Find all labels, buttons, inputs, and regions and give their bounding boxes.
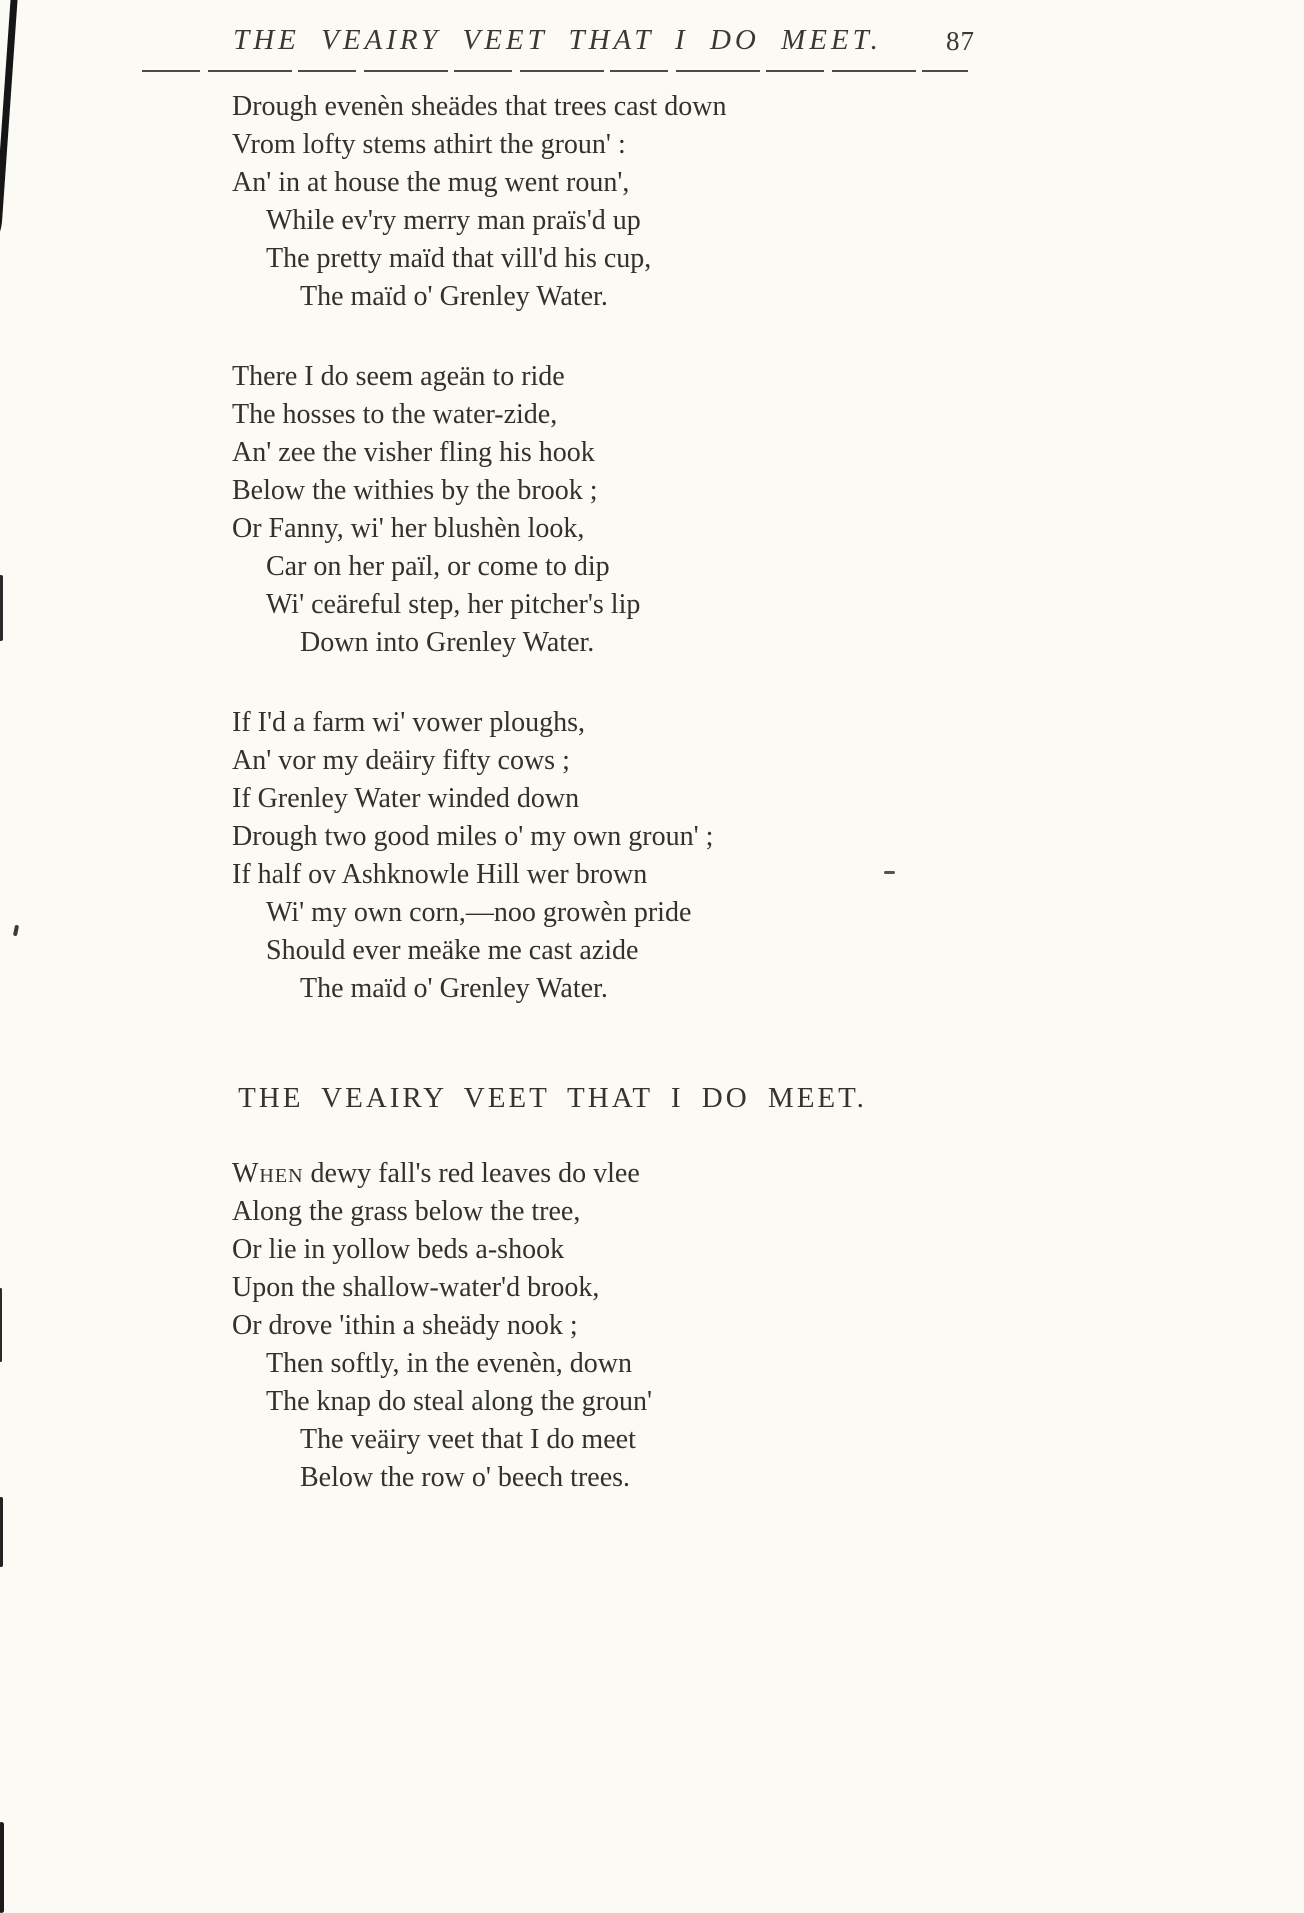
scan-artifact <box>0 0 19 235</box>
poem-line: Below the row o' beech trees. <box>300 1462 631 1493</box>
poem-continuation-stanzas <box>232 88 1012 1008</box>
poem-line: When dewy fall's red leaves do vlee <box>232 1158 640 1189</box>
poem-title: THE VEAIRY VEET THAT I DO MEET. <box>238 1082 867 1114</box>
poem-line: Down into Grenley Water. <box>300 627 595 658</box>
running-title: THE VEAIRY VEET THAT I DO MEET. <box>233 24 882 56</box>
poem-line: The maïd o' Grenley Water. <box>300 973 608 1004</box>
stanza <box>232 1155 1012 1497</box>
header-rule <box>142 70 968 72</box>
poem-line: An' vor my deäiry fifty cows ; <box>232 745 570 776</box>
scan-artifact <box>0 1497 3 1567</box>
poem-line: An' in at house the mug went roun', <box>232 167 630 198</box>
scan-artifact <box>13 925 19 937</box>
page-header <box>140 24 975 57</box>
poem-line: Drough evenèn sheädes that trees cast down <box>232 91 727 122</box>
lead-word-smallcaps: When <box>232 1158 304 1189</box>
poem-line: The pretty maïd that vill'd his cup, <box>266 243 652 274</box>
poem-first-stanza <box>232 1155 1012 1497</box>
poem-line: The veäiry veet that I do meet <box>300 1424 636 1455</box>
poem-line: Or lie in yollow beds a-shook <box>232 1234 565 1265</box>
poem-line: Drough two good miles o' my own groun' ; <box>232 821 714 852</box>
scan-artifact <box>0 575 3 641</box>
poem-line: Wi' ceäreful step, her pitcher's lip <box>266 589 641 620</box>
stanza <box>232 88 1012 316</box>
poem-line: There I do seem ageän to ride <box>232 361 565 392</box>
poem-line: The hosses to the water-zide, <box>232 399 558 430</box>
poem-line: Car on her païl, or come to dip <box>266 551 610 582</box>
page-number: 87 <box>946 26 975 56</box>
poem-body <box>232 88 1012 1539</box>
poem-line: If I'd a farm wi' vower ploughs, <box>232 707 585 738</box>
poem-line: Should ever meäke me cast azide <box>266 935 639 966</box>
stanza <box>232 704 1012 1008</box>
poem-line: Below the withies by the brook ; <box>232 475 598 506</box>
poem-line: If half ov Ashknowle Hill wer brown <box>232 859 648 890</box>
poem-line: Or drove 'ithin a sheädy nook ; <box>232 1310 578 1341</box>
poem-line: Then softly, in the evenèn, down <box>266 1348 632 1379</box>
poem-line: An' zee the visher fling his hook <box>232 437 595 468</box>
scan-artifact <box>0 1288 2 1362</box>
stanza <box>232 358 1012 662</box>
poem-line: If Grenley Water winded down <box>232 783 580 814</box>
poem-line: The maïd o' Grenley Water. <box>300 281 608 312</box>
poem-line: Wi' my own corn,—noo growèn pride <box>266 897 692 928</box>
scan-artifact <box>0 1822 4 1913</box>
poem-line: Vrom lofty stems athirt the groun' : <box>232 129 626 160</box>
poem-line: While ev'ry merry man praïs'd up <box>266 205 641 236</box>
poem-line: The knap do steal along the groun' <box>266 1386 653 1417</box>
poem-line: Or Fanny, wi' her blushèn look, <box>232 513 585 544</box>
poem-line: Upon the shallow-water'd brook, <box>232 1272 600 1303</box>
poem-line: Along the grass below the tree, <box>232 1196 581 1227</box>
